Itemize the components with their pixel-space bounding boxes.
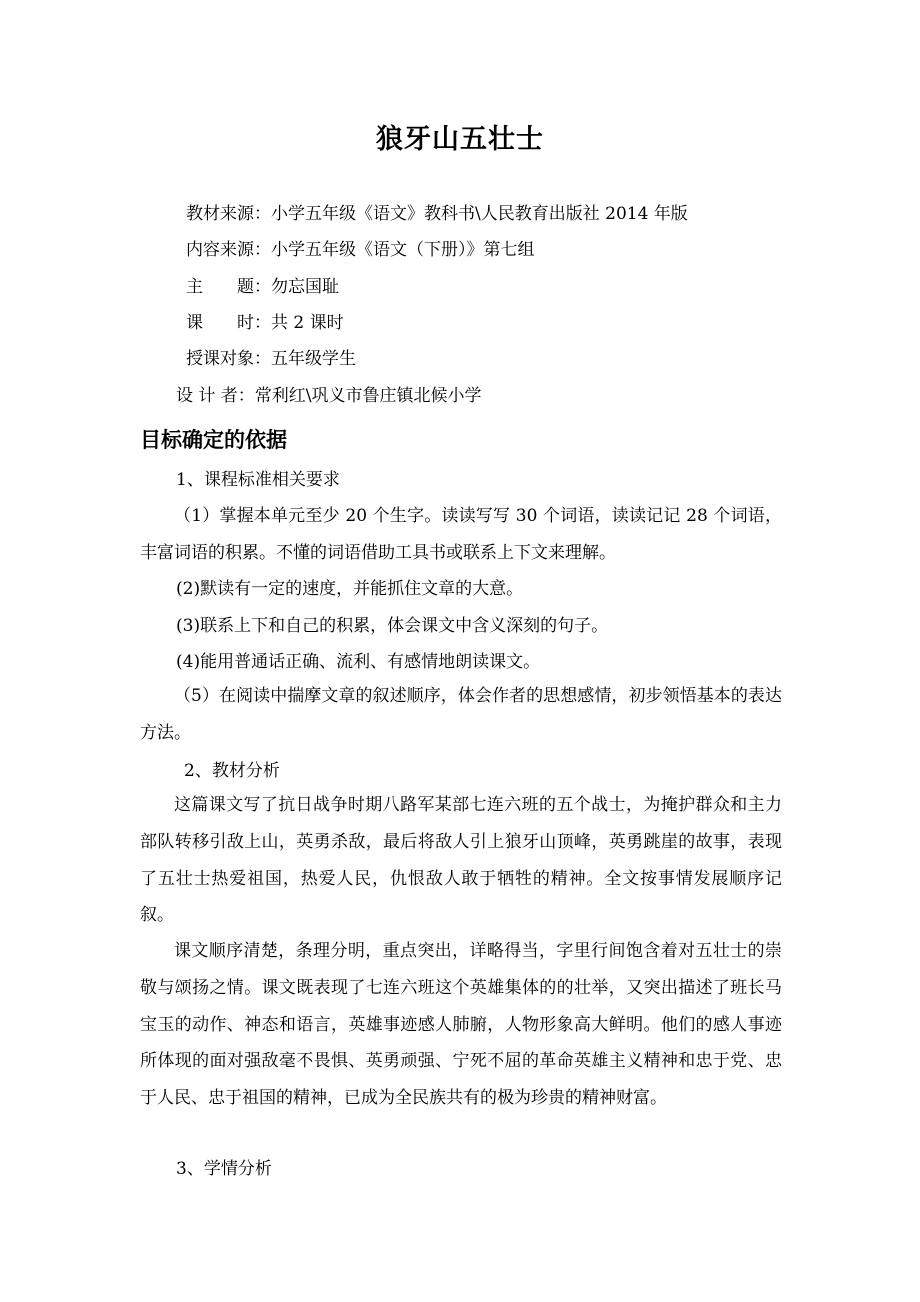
analysis-paragraph-2: 课文顺序清楚，条理分明，重点突出，详略得当，字里行间饱含着对五壮士的崇敬与颂扬之情。课文既表现了七连六班这个英雄集体的的壮举，又突出描述了班长马宝玉的动作、神态和语言，英雄事迹感人肺腑，人物形象高大鲜明。他们的感人事迹所体现的面对强敌毫不畏惧、英勇顽强、宁死不屈的革命英雄主义精神和忠于党、忠于人民、忠于祖国的精神，已成为全民族共有的极为珍贵的精神财富。	[140, 941, 782, 1109]
requirement-5: （5）在阅读中揣摩文章的叙述顺序，体会作者的思想感情，初步领悟基本的表达方法。	[140, 686, 782, 743]
meta-value: 小学五年级《语文》教科书\人民教育出版社 2014 年版	[271, 204, 688, 224]
requirement-1: （1）掌握本单元至少 20 个生字。读读写写 30 个词语，读读记记 28 个词语，丰富词语的积累。不懂的词语借助工具书或联系上下文来理解。	[140, 506, 782, 563]
meta-designer	[176, 385, 876, 407]
requirement-4: (4)能用普通话正确、流利、有感情地朗读课文。	[176, 652, 541, 672]
meta-value: 勿忘国耻	[271, 277, 339, 297]
meta-source	[186, 203, 886, 225]
subheading-learner-analysis: 3、学情分析	[176, 1159, 272, 1179]
meta-content	[186, 239, 886, 261]
meta-label: 设 计 者：	[176, 386, 255, 406]
meta-value: 共 2 课时	[271, 313, 344, 333]
meta-value: 常利红\巩义市鲁庄镇北候小学	[254, 386, 482, 406]
requirement-3: (3)联系上下和自己的积累，体会课文中含义深刻的句子。	[176, 616, 609, 636]
meta-hours	[186, 312, 886, 334]
meta-label: 课 时：	[186, 313, 271, 333]
meta-theme	[186, 276, 886, 298]
document-title: 狼牙山五壮士	[376, 124, 544, 155]
section-heading: 目标确定的依据	[140, 428, 287, 452]
meta-label: 主 题：	[186, 277, 271, 297]
analysis-paragraph-1: 这篇课文写了抗日战争时期八路军某部七连六班的五个战士，为掩护群众和主力部队转移引敌上山，英勇杀敌，最后将敌人引上狼牙山顶峰，英勇跳崖的故事，表现了五壮士热爱祖国，热爱人民，仇恨敌人敢于牺牲的精神。全文按事情发展顺序记叙。	[140, 795, 782, 926]
requirement-2: (2)默读有一定的速度，并能抓住文章的大意。	[176, 579, 524, 599]
meta-audience	[186, 348, 886, 370]
meta-label: 教材来源：	[186, 204, 271, 224]
subheading-material-analysis: 2、教材分析	[184, 761, 280, 781]
subheading-standards: 1、课程标准相关要求	[176, 470, 340, 490]
meta-value: 五年级学生	[271, 349, 356, 369]
meta-label: 授课对象：	[186, 349, 271, 369]
meta-label: 内容来源：	[186, 240, 271, 260]
meta-value: 小学五年级《语文（下册）》第七组	[271, 240, 535, 260]
